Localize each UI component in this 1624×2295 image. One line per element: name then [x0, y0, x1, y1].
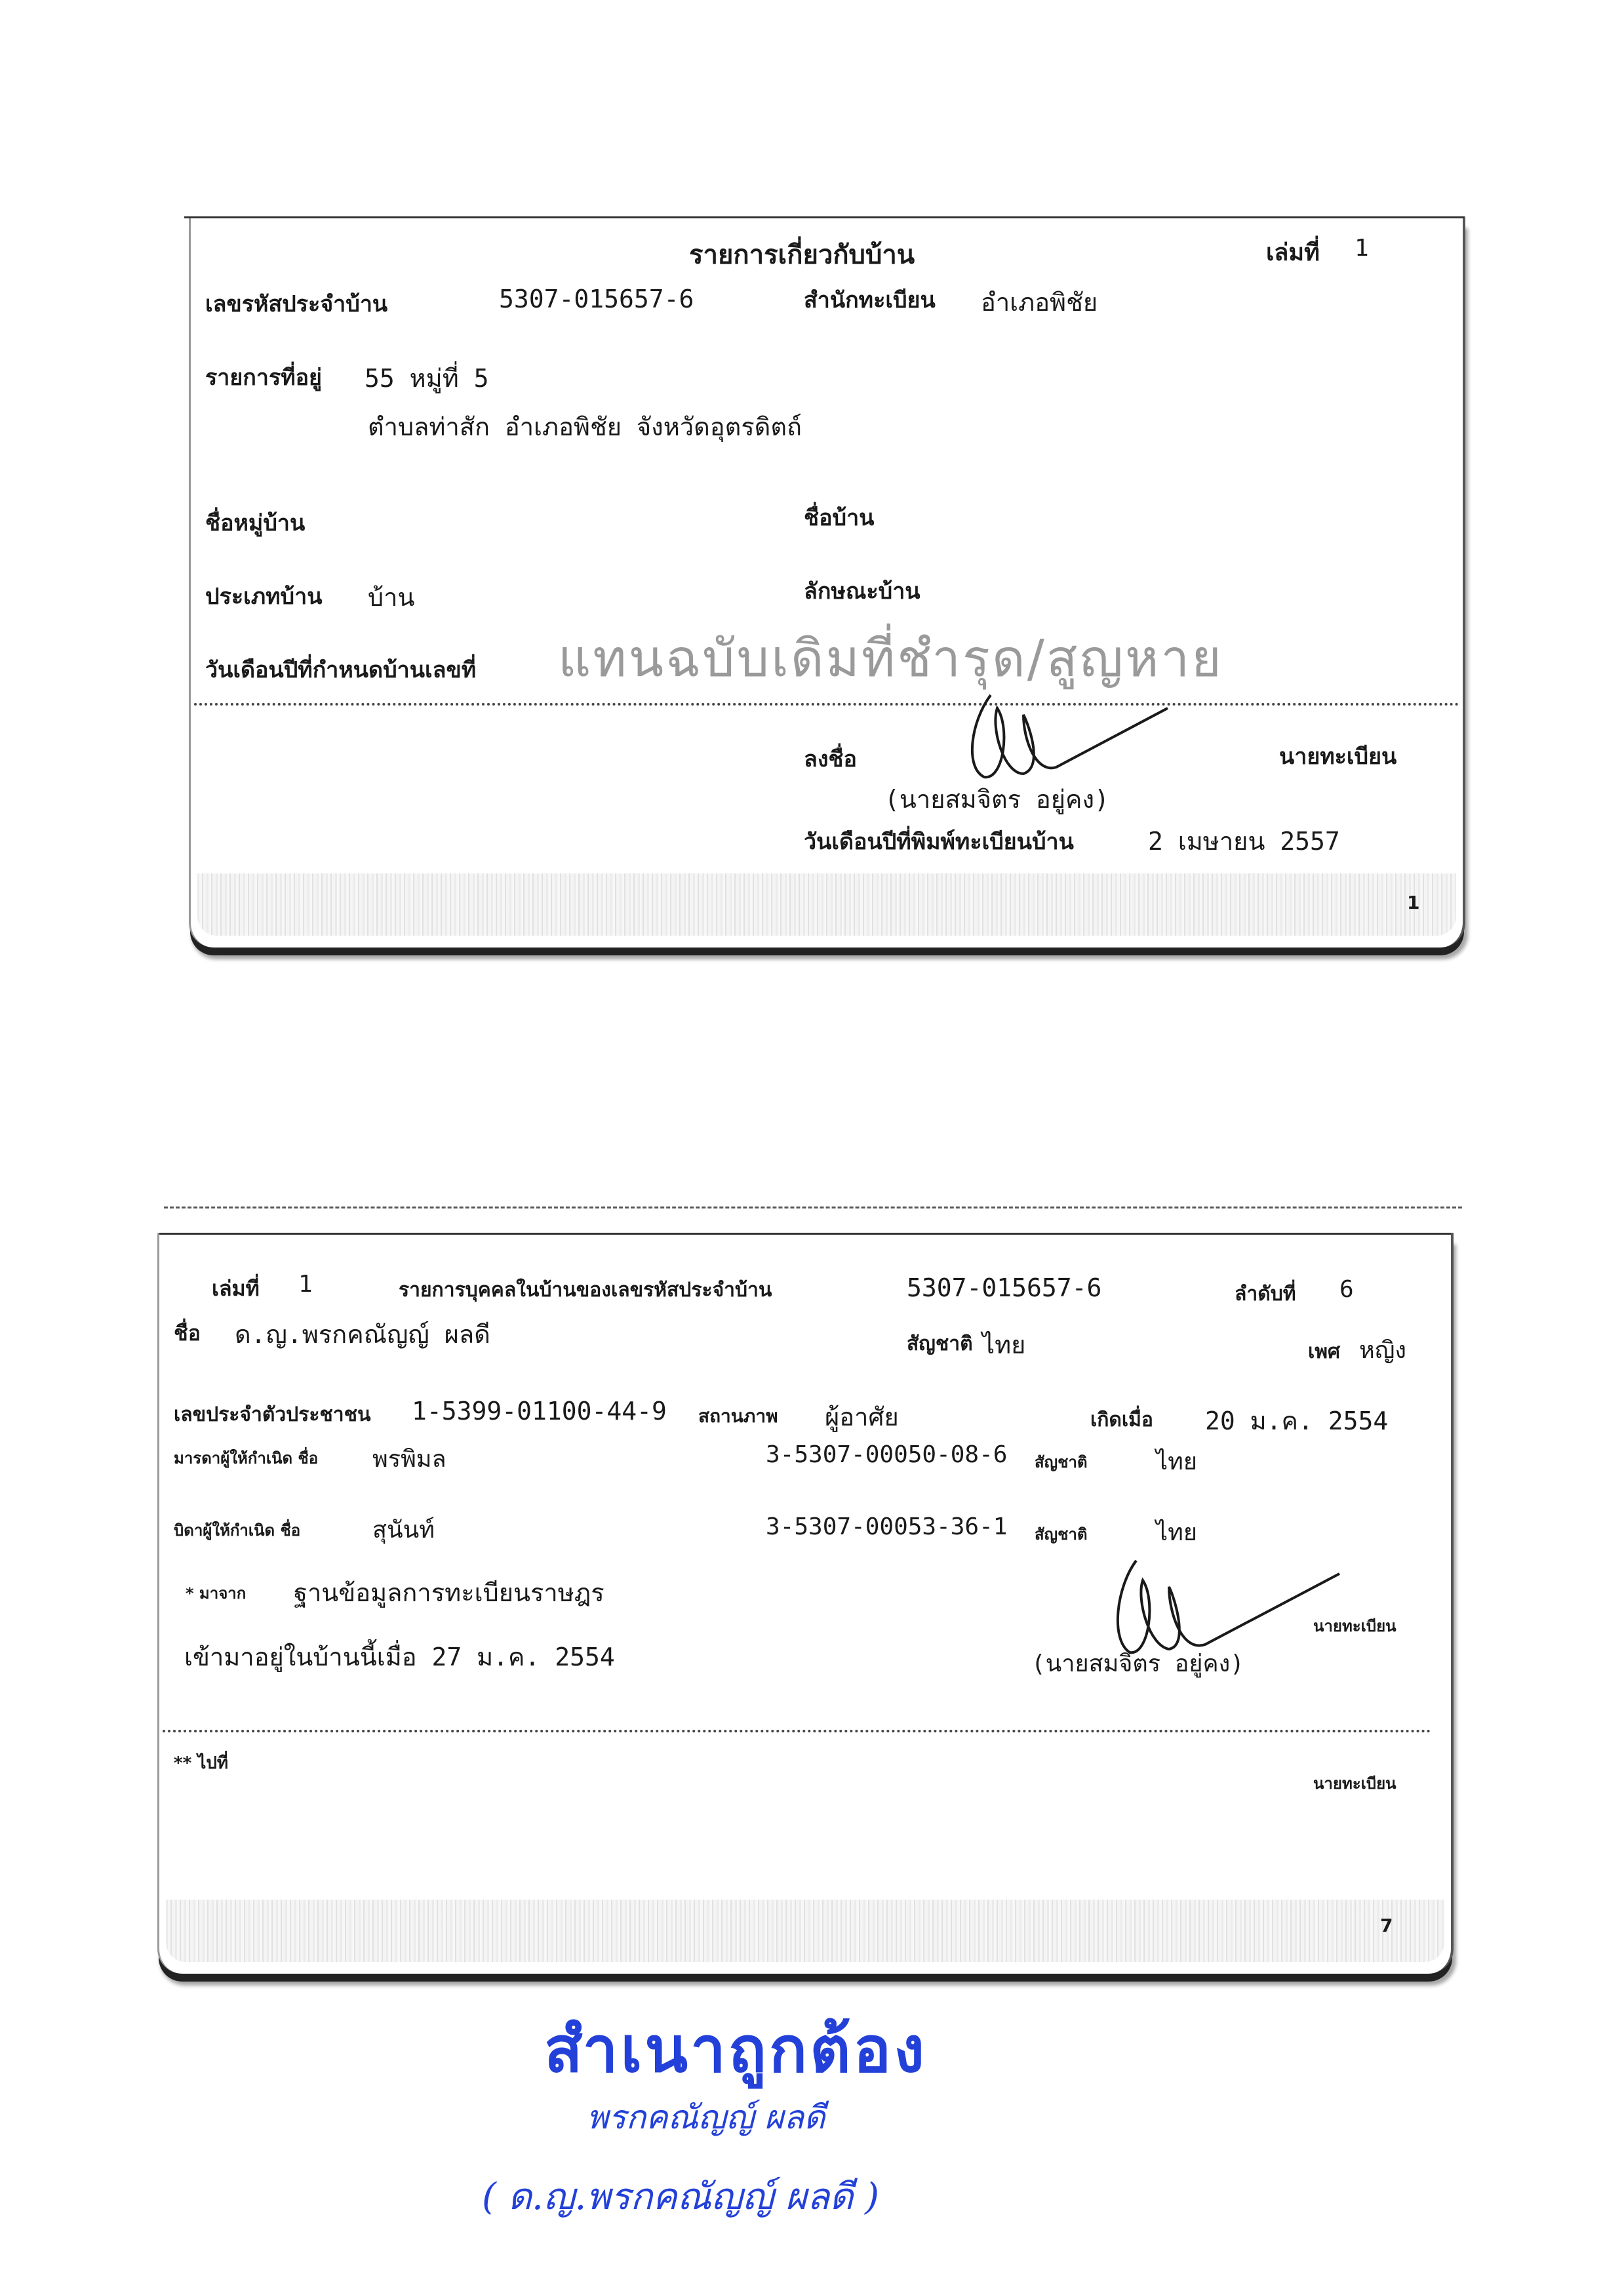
- house-name-label: ชื่อบ้าน: [804, 505, 875, 531]
- card-title: รายการบุคคลในบ้านของเลขรหัสประจำบ้าน: [399, 1279, 772, 1302]
- status: ผู้อาศัย: [825, 1403, 899, 1431]
- divider-dots: [163, 1730, 1431, 1732]
- card-bottom-band: [197, 873, 1456, 936]
- registrar-label: นายทะเบียน: [1279, 744, 1397, 770]
- book-number: 1: [298, 1271, 313, 1298]
- card-bottom-band: [166, 1900, 1444, 1962]
- mother-name: พรพิมล: [372, 1446, 446, 1473]
- house-code: 5307-015657-6: [907, 1273, 1102, 1302]
- name-label: ชื่อ: [174, 1321, 201, 1346]
- village-label: ชื่อหมู่บ้าน: [205, 510, 306, 536]
- birth-date: 20 ม.ค. 2554: [1205, 1407, 1389, 1435]
- registrar-label-bottom: นายทะเบียน: [1313, 1774, 1396, 1793]
- person-name: ด.ญ.พรกคณัญญ์ ผลดี: [235, 1320, 490, 1349]
- id-label: เลขประจำตัวประชาชน: [174, 1403, 371, 1426]
- signer-name: ( ด.ญ.พรกคณัญญ์ ผลดี ): [482, 2176, 880, 2218]
- from-label: * มาจาก: [186, 1584, 247, 1603]
- from-value: ฐานข้อมูลการทะเบียนราษฎร: [294, 1578, 604, 1607]
- order-number: 6: [1339, 1276, 1354, 1303]
- house-type-label: ประเภทบ้าน: [205, 584, 323, 610]
- registry-office-label: สำนักทะเบียน: [804, 287, 936, 313]
- card-title: รายการเกี่ยวกับบ้าน: [689, 240, 915, 270]
- father-label: บิดาผู้ให้กำเนิด ชื่อ: [174, 1521, 301, 1540]
- assigned-date-label: วันเดือนปีที่กำหนดบ้านเลขที่: [205, 657, 477, 683]
- page-number: 7: [1380, 1915, 1393, 1936]
- father-id: 3-5307-00053-36-1: [766, 1513, 1008, 1540]
- house-code-label: เลขรหัสประจำบ้าน: [205, 291, 388, 317]
- book-number: 1: [1355, 235, 1369, 262]
- address-line-1: 55 หมู่ที่ 5: [365, 364, 489, 393]
- house-details-card: [189, 216, 1465, 948]
- registrar-name: (นายสมจิตร อยู่คง): [1031, 1650, 1244, 1677]
- person-details-card: [157, 1233, 1454, 1974]
- order-label: ลำดับที่: [1235, 1283, 1296, 1306]
- page-number: 1: [1407, 892, 1420, 913]
- address-label: รายการที่อยู่: [205, 365, 322, 391]
- registrar-name: (นายสมจิตร อยู่คง): [884, 785, 1109, 814]
- mother-nationality: ไทย: [1156, 1448, 1197, 1475]
- nationality: ไทย: [982, 1330, 1026, 1359]
- top-rule: [159, 1233, 1451, 1235]
- mother-label: มารดาผู้ให้กำเนิด ชื่อ: [174, 1449, 319, 1467]
- sign-label: ลงชื่อ: [804, 746, 857, 772]
- registry-office: อำเภอพิชัย: [981, 288, 1098, 317]
- moved-in-date: เข้ามาอยู่ในบ้านนี้เมื่อ 27 ม.ค. 2554: [184, 1643, 615, 1671]
- top-rule: [184, 216, 1464, 218]
- registrar-label: นายทะเบียน: [1313, 1617, 1396, 1635]
- birth-label: เกิดเมื่อ: [1090, 1408, 1153, 1431]
- book-label: เล่มที่: [212, 1276, 260, 1301]
- address-line-2: ตำบลท่าสัก อำเภอพิชัย จังหวัดอุตรดิตถ์: [368, 412, 802, 441]
- sex-label: เพศ: [1308, 1340, 1341, 1363]
- id-number: 1-5399-01100-44-9: [412, 1397, 667, 1426]
- sex: หญิง: [1359, 1337, 1406, 1364]
- status-label: สถานภาพ: [698, 1405, 778, 1427]
- print-date-label: วันเดือนปีที่พิมพ์ทะเบียนบ้าน: [804, 829, 1074, 855]
- handwritten-signature: พรกคณัญญ์ ผลดี: [587, 2098, 825, 2136]
- father-nationality-label: สัญชาติ: [1035, 1525, 1088, 1544]
- house-character-label: ลักษณะบ้าน: [804, 578, 921, 605]
- divider-dots: [194, 703, 1459, 706]
- father-name: สุนันท์: [372, 1517, 435, 1544]
- book-label: เล่มที่: [1266, 239, 1320, 266]
- certified-copy-text: สำเนาถูกต้อง: [544, 2013, 927, 2086]
- top-dashed-line: [164, 1207, 1462, 1208]
- house-type: บ้าน: [368, 583, 415, 612]
- print-date: 2 เมษายน 2557: [1148, 827, 1340, 856]
- to-label: ** ไปที่: [174, 1753, 228, 1773]
- nationality-label: สัญชาติ: [907, 1332, 973, 1355]
- replacement-stamp: แทนฉบับเดิมที่ชำรุด/สูญหาย: [558, 629, 1223, 688]
- mother-nationality-label: สัญชาติ: [1035, 1453, 1088, 1471]
- mother-id: 3-5307-00050-08-6: [766, 1441, 1008, 1468]
- house-code: 5307-015657-6: [499, 285, 694, 313]
- father-nationality: ไทย: [1156, 1519, 1197, 1546]
